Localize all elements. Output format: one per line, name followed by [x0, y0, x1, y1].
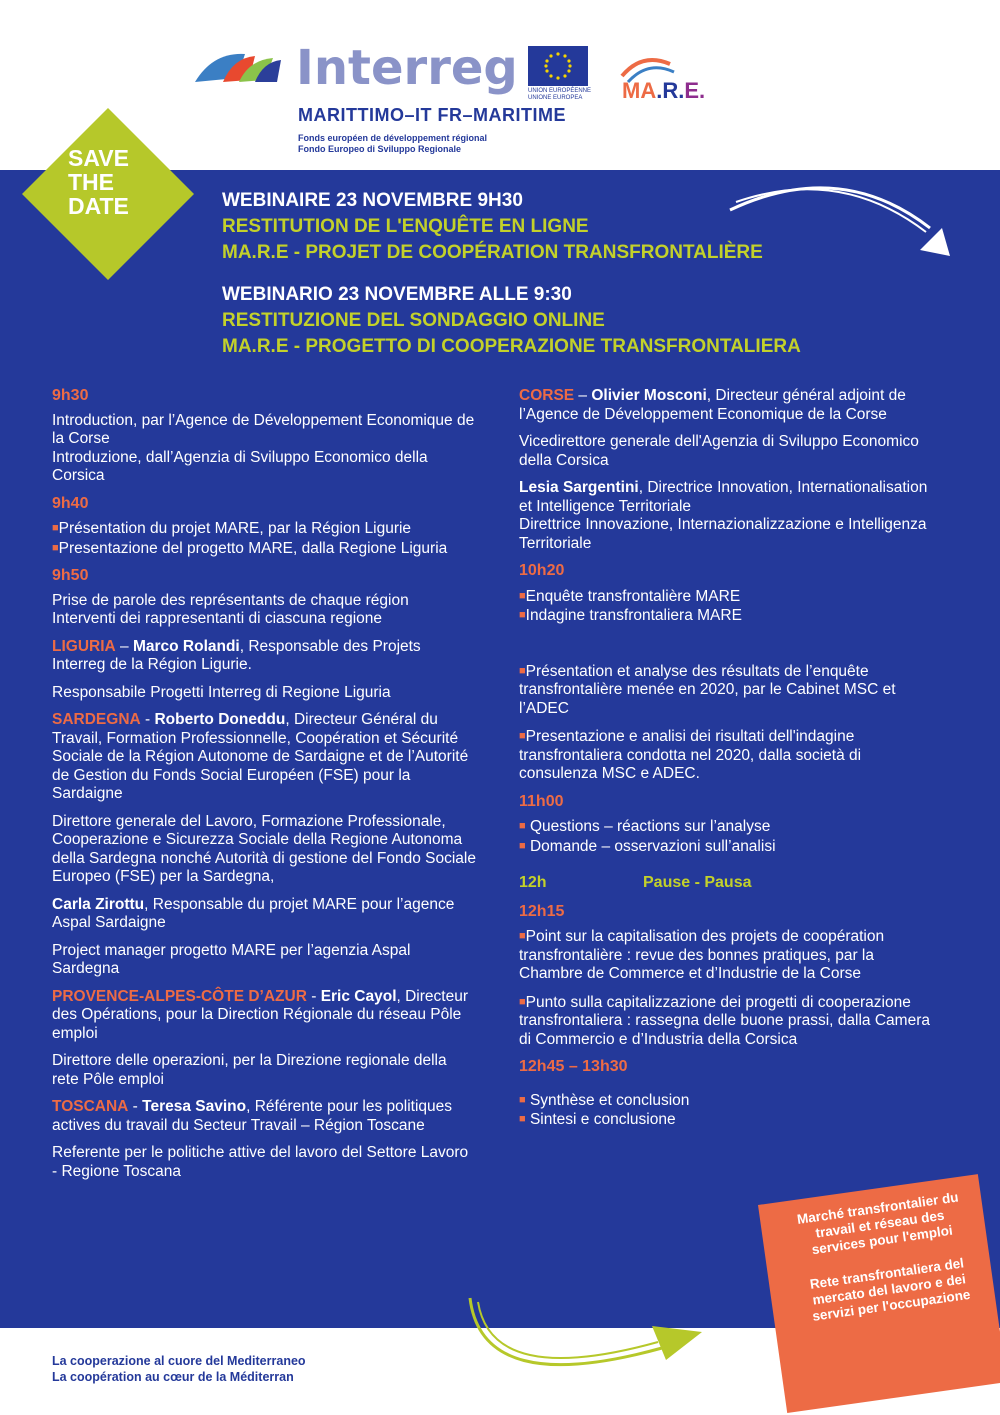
speaker-lesia — [519, 479, 939, 553]
agenda-text — [519, 993, 939, 1050]
region-name: PROVENCE-ALPES-CÔTE D’AZUR — [52, 987, 307, 1005]
speaker-role-it: Referente per le politiche attive del lavoro del Settore Lavoro - Regione Toscana — [52, 1144, 469, 1180]
green-arrow-icon — [462, 1288, 722, 1415]
heading-it-date: WEBINARIO 23 NOVEMBRE ALLE 9:30 — [222, 284, 572, 305]
speaker-role-it: Direttore generale del Lavoro, Formazione Professionale, Cooperazione e Sicurezza Sociale della Regione Autonoma della Sardegna nonché Autorità di gestione del Fondo Sociale Europeo (FSE) per la Sardegna, — [52, 812, 476, 885]
eu-flag-icon — [528, 46, 588, 86]
agenda-text — [52, 519, 477, 558]
agenda-text — [519, 1091, 939, 1130]
heading-fr-title: RESTITUTION DE L'ENQUÊTE EN LIGNE — [222, 216, 589, 237]
speaker-name: Eric Cayol — [320, 987, 397, 1005]
tagline-it: Rete transfrontaliera del mercato del lavoro e dei servizi per l'occupazione — [808, 1255, 972, 1324]
speaker-sardegna: SARDEGNA - Roberto Doneddu, Directeur Général du Travail, Formation Professionnelle, Coopération et Sécurité Sociale de la Région Autonome de Sardaigne et de l’Autorité de Gestion du Fonds Social Européen (FSE) pour la Sardaigne — [52, 711, 469, 802]
speaker-role-it: Responsabile Progetti Interreg di Regione Liguria — [52, 683, 391, 701]
speaker-name: Carla Zirottu — [52, 895, 145, 913]
region-name: CORSE — [519, 387, 575, 404]
agenda-bullet: Présentation et analyse des résultats de l’enquête transfrontalière menée en 2020, par le Cabinet MSC et l’ADEC — [519, 662, 896, 717]
speaker-name: Marco Rolandi — [132, 637, 240, 655]
eu-caption-fr: UNION EUROPÉENNE — [528, 88, 592, 94]
interreg-wordmark: Interreg — [296, 40, 518, 96]
speaker-corse: CORSE – Olivier Mosconi, Directeur général adjoint de l’Agence de Développement Economique de la Corse — [519, 387, 906, 423]
bullet-icon: ■ — [519, 609, 526, 621]
footer-slogan-fr: La coopération au cœur de la Méditerran — [52, 1370, 294, 1384]
tagline-fr: Marché transfrontalier du travail et réseau des services pour l'emploi — [796, 1189, 960, 1258]
agenda-text — [519, 727, 939, 784]
pause-time: 12h — [519, 874, 547, 891]
time-slot: 12h45 – 13h30 — [519, 1058, 628, 1075]
pause-row — [519, 874, 939, 893]
time-slot: 10h20 — [519, 562, 565, 579]
time-slot: 9h50 — [52, 567, 89, 584]
speaker-role-fr: , Directrice Innovation, Internationalisation et Intelligence Territoriale — [519, 479, 928, 515]
agenda-bullet: Point sur la capitalisation des projets de coopération transfrontalière : revue des bonnes pratiques, par la Chambre de Commerce et d’Industrie de la Corse — [519, 928, 885, 982]
bullet-icon: ■ — [519, 1093, 526, 1106]
agenda-it: Interventi dei rappresentanti di ciascuna regione — [52, 610, 383, 627]
agenda-bullet: Indagine transfrontaliera MARE — [525, 607, 742, 624]
agenda-text — [52, 412, 477, 486]
eu-caption-it: UNIONE EUROPEA — [528, 95, 583, 101]
bullet-icon: ■ — [519, 589, 526, 602]
footer-slogan — [52, 1353, 306, 1385]
agenda-bullet: Punto sulla capitalizzazione dei progetti di cooperazione transfrontaliera : rassegna delle buone prassi, dalla Camera di Commercio e d’Industria della Corsica — [519, 993, 930, 1048]
agenda-fr: Prise de parole des représentants de chaque région — [52, 591, 409, 609]
speaker-role-it: Project manager progetto MARE per l’agenzia Aspal Sardegna — [52, 941, 411, 977]
speaker-toscana: TOSCANA - Teresa Savino, Référente pour les politiques actives du travail du Secteur Travail – Région Toscane — [52, 1098, 453, 1134]
speaker-role-fr: , Directeur des Opérations, pour la Direction Régionale du réseau Pôle emploi — [52, 987, 468, 1042]
heading-fr-date: WEBINAIRE 23 NOVEMBRE 9H30 — [222, 190, 523, 211]
agenda-text — [519, 662, 939, 719]
footer-slogan-it: La cooperazione al cuore del Mediterraneo — [52, 1354, 306, 1368]
time-slot: 12h15 — [519, 902, 565, 920]
speaker-role-it: Direttrice Innovazione, Internazionalizzazione e Intelligenza Territoriale — [519, 516, 927, 552]
agenda-text — [519, 927, 939, 984]
time-slot: 11h00 — [519, 792, 564, 810]
speaker-role-fr: , Directeur général adjoint de l’Agence de Développement Economique de la Corse — [519, 387, 906, 423]
speaker-liguria: LIGURIA – Marco Rolandi, Responsable des Projets Interreg de la Région Ligurie. — [52, 637, 421, 673]
agenda-bullet: Présentation du projet MARE, par la Région Ligurie — [58, 520, 412, 537]
fund-caption-fr: Fonds européen de développement régional — [298, 133, 488, 143]
heading-it-title: RESTITUZIONE DEL SONDAGGIO ONLINE — [222, 310, 605, 331]
speaker-role-fr: , Référente pour les politiques actives du travail du Secteur Travail – Région Toscane — [52, 1098, 453, 1134]
bullet-icon: ■ — [519, 820, 526, 832]
bullet-icon: ■ — [519, 730, 526, 742]
bullet-icon: ■ — [519, 664, 526, 677]
region-name: SARDEGNA — [52, 711, 141, 728]
speaker-role-fr: , Directeur Général du Travail, Formation Professionnelle, Coopération et Sécurité Sociale de la Région Autonome de Sardaigne et de l’Autorité de Gestion du Fonds Social Européen (FSE) pour la Sardaigne — [52, 711, 469, 802]
eu-caption — [528, 88, 598, 102]
agenda-text — [519, 587, 939, 626]
program-name: MARITTIMO–IT FR–MARITIME — [298, 105, 566, 125]
heading-it-project: MA.R.E - PROGETTO DI COOPERAZIONE TRANSFRONTALIERA — [222, 336, 801, 357]
agenda-bullet: Questions – réactions sur l’analyse — [529, 818, 771, 835]
fund-caption — [298, 133, 487, 155]
region-name: LIGURIA — [52, 637, 116, 655]
agenda-bullet: Sintesi e conclusione — [529, 1111, 676, 1128]
bullet-icon: ■ — [519, 995, 526, 1008]
mare-logo-text: MA.R.E. — [622, 78, 706, 103]
agenda-bullet: Synthèse et conclusion — [529, 1091, 690, 1109]
speaker-name: Olivier Mosconi — [591, 387, 707, 404]
orange-tagline — [790, 1189, 982, 1344]
agenda-text — [52, 592, 477, 629]
save-word: SAVE — [68, 145, 129, 171]
time-slot: 9h40 — [52, 494, 89, 512]
bullet-icon: ■ — [519, 1113, 526, 1125]
speaker-role-it: Vicedirettore generale dell'Agenzia di Sviluppo Economico della Corsica — [519, 433, 919, 469]
bullet-icon: ■ — [519, 930, 526, 942]
agenda-bullet: Presentazione del progetto MARE, dalla Regione Liguria — [58, 539, 448, 557]
event-headings — [222, 188, 801, 360]
speaker-name: Roberto Doneddu — [154, 711, 286, 728]
speaker-carla — [52, 896, 477, 933]
agenda-text — [519, 817, 939, 856]
program-right-column — [519, 387, 939, 1139]
date-word: DATE — [68, 193, 129, 219]
agenda-bullet: Presentazione e analisi dei risultati dell'indagine transfrontaliera condotta nel 2020, dalla società di consulenza MSC e ADEC. — [519, 728, 862, 782]
agenda-bullet: Enquête transfrontalière MARE — [525, 587, 741, 605]
speaker-paca: PROVENCE-ALPES-CÔTE D’AZUR - Eric Cayol, Directeur des Opérations, pour la Direction Régionale du réseau Pôle emploi — [52, 987, 468, 1042]
speaker-role-fr: , Responsable du projet MARE pour l’agence Aspal Sardaigne — [52, 895, 455, 931]
agenda-it: Introduzione, dall’Agenzia di Sviluppo Economico della Corsica — [52, 448, 428, 484]
speaker-role-it: Direttore delle operazioni, per la Direzione regionale della rete Pôle emploi — [52, 1052, 447, 1088]
agenda-fr: Introduction, par l’Agence de Développement Economique de la Corse — [52, 411, 475, 447]
agenda-bullet: Domande – osservazioni sull’analisi — [529, 837, 776, 855]
speaker-role-fr: , Responsable des Projets Interreg de la Région Ligurie. — [52, 637, 421, 673]
program-left-column — [52, 387, 477, 1190]
interreg-logo-icon — [193, 48, 283, 88]
heading-fr-project: MA.R.E - PROJET DE COOPÉRATION TRANSFRONTALIÈRE — [222, 242, 763, 263]
bullet-icon: ■ — [52, 541, 59, 554]
the-word: THE — [68, 169, 114, 195]
speaker-name: Lesia Sargentini — [519, 479, 639, 496]
pause-label: Pause - Pausa — [643, 874, 752, 891]
speaker-name: Teresa Savino — [142, 1098, 247, 1115]
fund-caption-it: Fondo Europeo di Sviluppo Regionale — [298, 144, 461, 154]
region-name: TOSCANA — [52, 1098, 129, 1115]
save-the-date-label — [68, 146, 129, 218]
bullet-icon: ■ — [52, 522, 59, 534]
bullet-icon: ■ — [519, 839, 526, 852]
time-slot: 9h30 — [52, 387, 89, 404]
